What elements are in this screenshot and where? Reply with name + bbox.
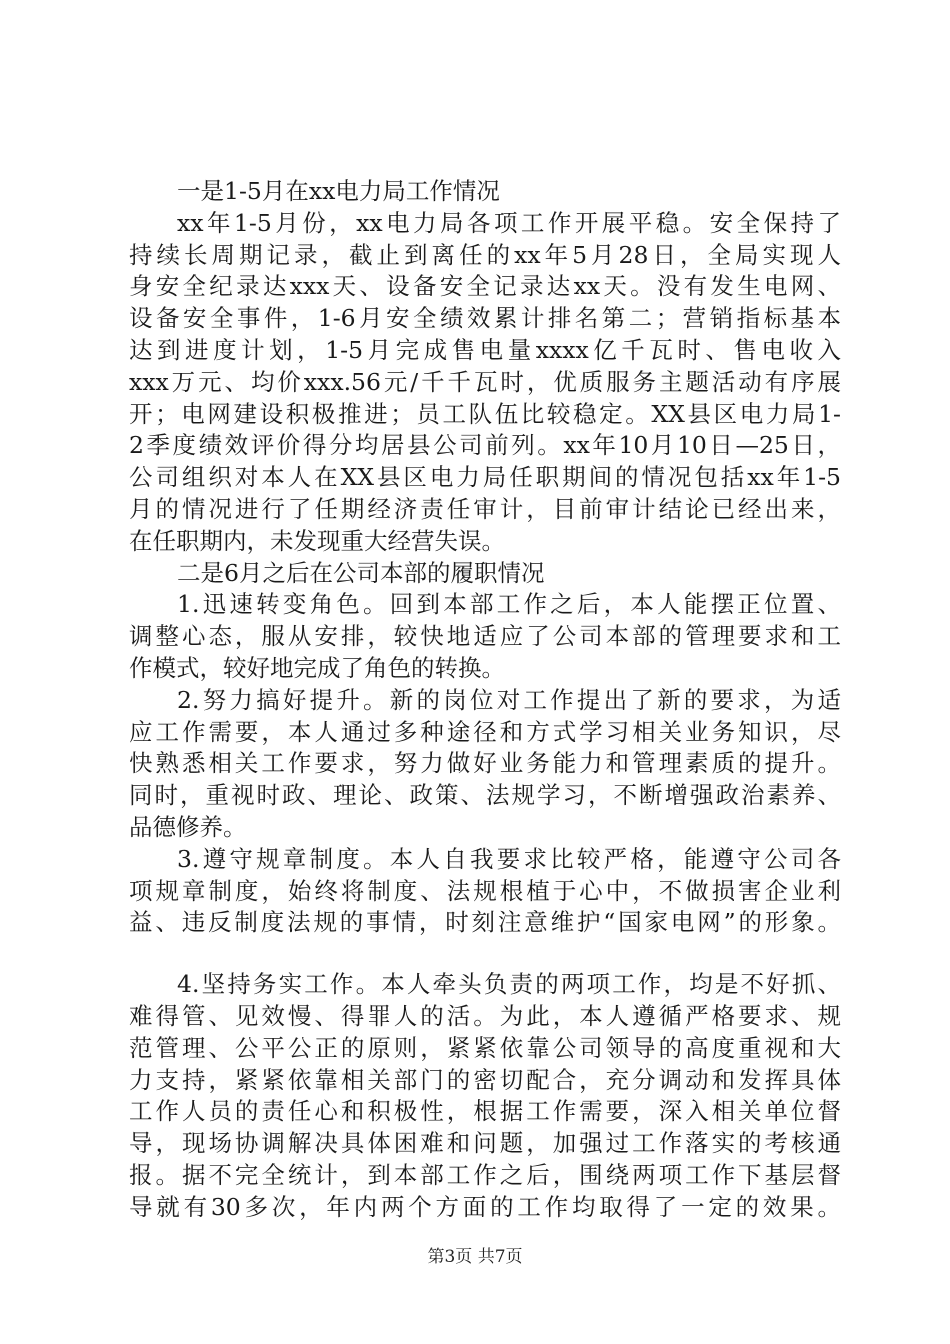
item4-line: 工作人员的责任心和积极性，根据工作需要，深入相关单位督 — [129, 1097, 841, 1126]
paragraph-line: 持续长周期记录，截止到离任的xx年5月28日，全局实现人 — [129, 240, 841, 269]
paragraph-line: 月的情况进行了任期经济责任审计，目前审计结论已经出来， — [129, 494, 841, 523]
paragraph-line: 身安全纪录达xxx天、设备安全记录达xx天。没有发生电网、 — [129, 272, 841, 301]
item3-line: 益、违反制度法规的事情，时刻注意维护“国家电网”的形象。 — [129, 908, 841, 937]
paragraph-gap — [129, 939, 841, 969]
page-number: 第3页 共7页 — [427, 1247, 523, 1267]
item4-line: 导，现场协调解决具体困难和问题，加强过工作落实的考核通 — [129, 1129, 841, 1158]
paragraph-line: 公司组织对本人在XX县区电力局任职期间的情况包括xx年1-5 — [129, 463, 841, 492]
item2-line: 快熟悉相关工作要求，努力做好业务能力和管理素质的提升。 — [129, 749, 841, 778]
paragraph-line: 2季度绩效评价得分均居县公司前列。xx年10月10日—25日， — [129, 431, 841, 460]
paragraph-line: 达到进度计划，1-5月完成售电量xxxx亿千瓦时、售电收入 — [129, 335, 841, 364]
item4-line: 导就有30多次，年内两个方面的工作均取得了一定的效果。 — [129, 1192, 841, 1221]
section1-heading: 一是1-5月在xx电力局工作情况 — [177, 177, 500, 205]
item4-line: 4.坚持务实工作。本人牵头负责的两项工作，均是不好抓、 — [177, 970, 841, 999]
item3-line: 3.遵守规章制度。本人自我要求比较严格，能遵守公司各 — [177, 844, 841, 873]
item4-line: 力支持，紧紧依靠相关部门的密切配合，充分调动和发挥具体 — [129, 1065, 841, 1094]
paragraph-line: xx年1-5月份，xx电力局各项工作开展平稳。安全保持了 — [177, 208, 841, 237]
section2-heading: 二是6月之后在公司本部的履职情况 — [177, 558, 545, 587]
document-body — [129, 176, 841, 1224]
item4-line: 报。据不完全统计，到本部工作之后，围绕两项工作下基层督 — [129, 1160, 841, 1189]
paragraph-line: 设备安全事件，1-6月安全绩效累计排名第二；营销指标基本 — [129, 304, 841, 333]
item2-line: 应工作需要，本人通过多种途径和方式学习相关业务知识，尽 — [129, 717, 841, 746]
item1-line: 作模式，较好地完成了角色的转换。 — [129, 653, 505, 682]
paragraph-line: 在任职期内，未发现重大经营失误。 — [129, 526, 505, 555]
item4-line: 难得管、见效慢、得罪人的活。为此，本人遵循严格要求、规 — [129, 1001, 841, 1030]
item2-line: 同时，重视时政、理论、政策、法规学习，不断增强政治素养、 — [129, 781, 841, 810]
paragraph-line: xxx万元、均价xxx.56元/千千瓦时，优质服务主题活动有序展 — [129, 367, 841, 396]
item4-line: 范管理、公平公正的原则，紧紧依靠公司领导的高度重视和大 — [129, 1033, 841, 1062]
item3-line: 项规章制度，始终将制度、法规根植于心中，不做损害企业利 — [129, 876, 841, 905]
item2-line: 2.努力搞好提升。新的岗位对工作提出了新的要求，为适 — [177, 685, 841, 714]
item1-line: 1.迅速转变角色。回到本部工作之后，本人能摆正位置、 — [177, 590, 841, 619]
item2-line: 品德修养。 — [129, 812, 247, 841]
paragraph-line: 开；电网建设积极推进；员工队伍比较稳定。XX县区电力局1- — [129, 399, 841, 428]
item1-line: 调整心态，服从安排，较快地适应了公司本部的管理要求和工 — [129, 622, 841, 651]
